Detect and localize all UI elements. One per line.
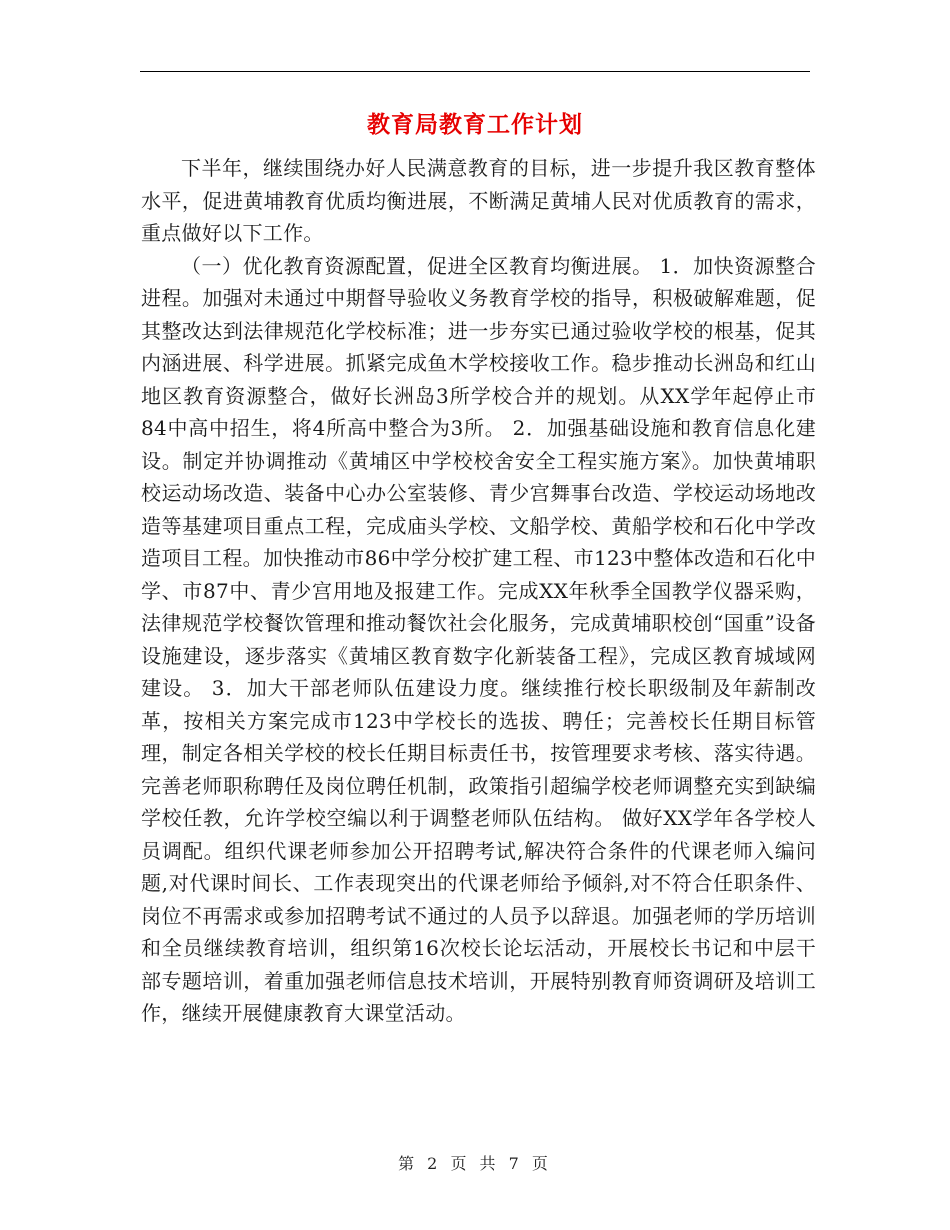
document-body [141,152,816,1030]
paragraph-intro: 下半年，继续围绕办好人民满意教育的目标，进一步提升我区教育整体水平，促进黄埔教育优质均衡进展，不断满足黄埔人民对优质教育的需求，重点做好以下工作。 [141,156,816,245]
page-number: 第 2 页 共 7 页 [398,1154,552,1173]
paragraph-section-1: （一）优化教育资源配置，促进全区教育均衡进展。 1．加快资源整合进程。加强对未通过中期督导验收义务教育学校的指导，积极破解难题，促其整改达到法律规范化学校标准；进一步夯实已通过验收学校的根基，促其内涵进展、科学进展。抓紧完成鱼木学校接收工作。稳步推动长洲岛和红山地区教育资源整合，做好长洲岛3所学校合并的规划。从XX学年起停止市84中高中招生，将4所高中整合为3所。 2．加强基础设施和教育信息化建设。制定并协调推动《黄埔区中学校校舍安全工程实施方案》。加快黄埔职校运动场改造、装备中心办公室装修、青少宫舞事台改造、学校运动场地改造等基建项目重点工程，完成庙头学校、文船学校、黄船学校和石化中学改造项目工程。加快推动市86中学分校扩建工程、市123中整体改造和石化中学、市87中、青少宫用地及报建工作。完成XX年秋季全国教学仪器采购，法律规范学校餐饮管理和推动餐饮社会化服务，完成黄埔职校创“国重”设备设施建设，逐步落实《黄埔区教育数字化新装备工程》，完成区教育城域网建设。 3．加大干部老师队伍建设力度。继续推行校长职级制及年薪制改革，按相关方案完成市123中学校长的选拔、聘任；完善校长任期目标管理，制定各相关学校的校长任期目标责任书，按管理要求考核、落实待遇。完善老师职称聘任及岗位聘任机制，政策指引超编学校老师调整充实到缺编学校任教，允许学校空编以利于调整老师队伍结构。 做好XX学年各学校人员调配。组织代课老师参加公开招聘考试,解决符合条件的代课老师入编问题,对代课时间长、工作表现突出的代课老师给予倾斜,对不符合任职条件、岗位不再需求或参加招聘考试不通过的人员予以辞退。加强老师的学历培训和全员继续教育培训，组织第16次校长论坛活动，开展校长书记和中层干部专题培训，着重加强老师信息技术培训，开展特别教育师资调研及培训工作，继续开展健康教育大课堂活动。 [141,253,816,1025]
header-rule [140,71,810,72]
document-title: 教育局教育工作计划 [367,111,583,138]
